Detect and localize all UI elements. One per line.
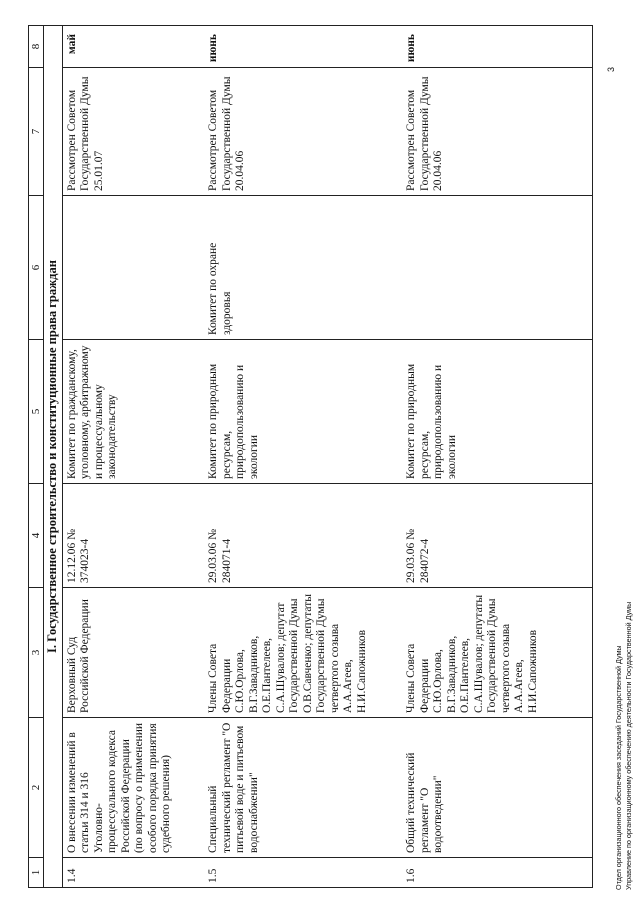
page-number: 3 — [606, 66, 616, 72]
table-row — [204, 26, 402, 888]
bill-status: Рассмотрен Советом Государственной Думы 25.01.07 — [62, 68, 204, 196]
table-row — [402, 26, 592, 888]
bill-name: Общий технический регламент "О водоотведении" — [402, 718, 592, 858]
co-committee: Комитет по охране здоровья — [204, 196, 402, 340]
footer-department: Отдел организационного обеспечения заседаний Государственной Думы — [614, 645, 623, 890]
section-header-row — [44, 26, 63, 888]
bill-date-number: 12.12.06 № 374023-4 — [62, 484, 204, 588]
responsible-committee: Комитет по природным ресурсам, природопользованию и экологии — [204, 340, 402, 484]
bill-author: Члены Совета Федерации С.Ю.Орлова, В.Г.Завадников, О.Е.Пантелеев, С.А.Шувалов; депутат Государственной Думы О.В.Савченко; депутаты Государственной Думы четвертого созыва А.А.Агеев, Н.И.Сапожников — [204, 588, 402, 718]
co-committee — [62, 196, 204, 340]
bill-name: О внесении изменений в статьи 314 и 316 Уголовно-процессуального кодекса Российской Федерации (по вопросу о применении особого порядка принятия судебного решения) — [62, 718, 204, 858]
co-committee — [402, 196, 592, 340]
bill-date-number: 29.03.06 № 284071-4 — [204, 484, 402, 588]
legislation-table — [28, 25, 593, 888]
row-number: 1.6 — [402, 858, 592, 888]
column-number: 6 — [29, 196, 44, 340]
bill-status: Рассмотрен Советом Государственной Думы 20.04.06 — [204, 68, 402, 196]
section-title: I. Государственное строительство и конституционные права граждан — [44, 26, 63, 888]
column-number: 5 — [29, 340, 44, 484]
column-number-row — [29, 26, 44, 888]
column-number: 1 — [29, 858, 44, 888]
planned-month: май — [62, 26, 204, 68]
bill-author: Члены Совета Федерации С.Ю.Орлова, В.Г.Завадников, О.Е.Пантелеев, С.А.Шувалов; депутаты Государственной Думы четвертого созыва А.А.Агеев, Н.И.Сапожников — [402, 588, 592, 718]
bill-status: Рассмотрен Советом Государственной Думы 20.04.06 — [402, 68, 592, 196]
bill-name: Специальный технический регламент "О питьевой воде и питьевом водоснабжении" — [204, 718, 402, 858]
footer-directorate: Управление по организационному обеспечению деятельности Государственной Думы — [624, 601, 633, 890]
planned-month: июнь — [204, 26, 402, 68]
row-number: 1.4 — [62, 858, 204, 888]
bill-date-number: 29.03.06 № 284072-4 — [402, 484, 592, 588]
column-number: 4 — [29, 484, 44, 588]
row-number: 1.5 — [204, 858, 402, 888]
column-number: 8 — [29, 26, 44, 68]
column-number: 2 — [29, 718, 44, 858]
column-number: 7 — [29, 68, 44, 196]
column-number: 3 — [29, 588, 44, 718]
planned-month: июнь — [402, 26, 592, 68]
bill-author: Верховный Суд Российской Федерации — [62, 588, 204, 718]
responsible-committee: Комитет по природным ресурсам, природопользованию и экологии — [402, 340, 592, 484]
responsible-committee: Комитет по гражданскому, уголовному, арбитражному и процессуальному законодательству — [62, 340, 204, 484]
table-row — [62, 26, 204, 888]
